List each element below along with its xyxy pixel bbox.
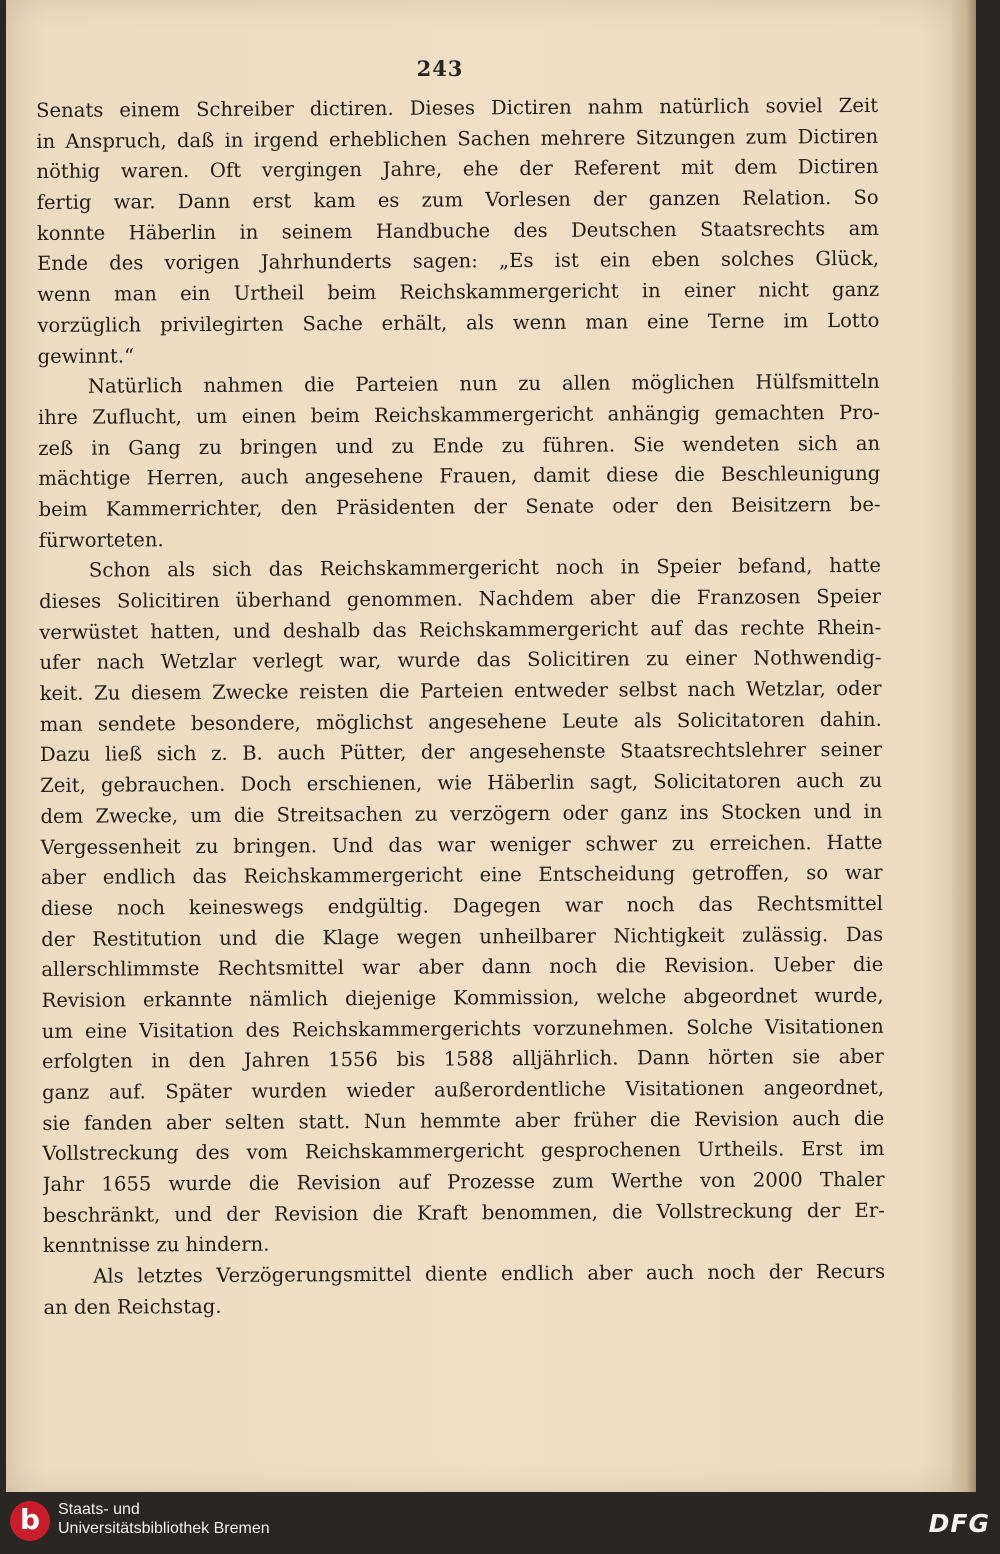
- text-line: Senats einem Schreiber dictiren. Dieses Dictiren nahm natürlich soviel Zeit: [36, 93, 879, 122]
- text-line: keit. Zu diesem Zwecke reisten die Parteien entweder selbst nach Wetzlar, oder: [39, 676, 882, 706]
- text-line: an den Reichstag.: [43, 1294, 222, 1319]
- text-line: verwüstet hatten, und deshalb das Reichskammergericht auf das rechte Rhein-: [39, 615, 882, 644]
- library-name-line-1: Staats- und: [58, 1501, 140, 1518]
- text-line: diese noch keineswegs endgültig. Dagegen war noch das Rechtsmittel: [40, 891, 884, 920]
- page-number: 243: [416, 56, 464, 81]
- text-line: zeß in Gang zu bringen und zu Ende zu führen. Sie wendeten sich an: [38, 431, 881, 460]
- text-line: Revision erkannte nämlich diejenige Kommission, welche abgeordnet wurde,: [41, 983, 884, 1012]
- text-line: kenntnisse zu hindern.: [42, 1233, 270, 1258]
- text-line: konnte Häberlin in seinem Handbuche des Deutschen Staatsrechts am: [36, 216, 879, 245]
- text-line: dem Zwecke, um die Streitsachen zu verzögern oder ganz ins Stocken und in: [40, 799, 883, 828]
- text-line: mächtige Herren, auch angesehene Frauen, damit diese die Beschleunigung: [38, 462, 881, 491]
- text-line: vorzüglich privilegirten Sache erhält, als wenn man eine Terne im Lotto: [37, 308, 880, 337]
- text-line: ganz auf. Später wurden wieder außerordentliche Visitationen angeordnet,: [42, 1075, 885, 1104]
- text-line: aber endlich das Reichskammergericht eine Entscheidung getroffen, so war: [40, 861, 883, 890]
- text-line: fertig war. Dann erst kam es zum Vorlesen der ganzen Relation. So: [36, 185, 879, 215]
- text-line: Vollstreckung des vom Reichskammergericht gesprochenen Urtheils. Erst im: [42, 1137, 885, 1166]
- dfg-logo[interactable]: DFG: [928, 1509, 990, 1538]
- text-line: Ende des vorigen Jahrhunderts sagen: „Es ist ein eben solches Glück,: [36, 247, 880, 276]
- text-line: ihre Zuflucht, um einen beim Reichskammergericht anhängig gemachten Pro-: [37, 400, 881, 429]
- text-line: beschränkt, und der Revision die Kraft benommen, die Vollstreckung der Er-: [42, 1198, 885, 1227]
- text-line: fürworteten.: [38, 527, 164, 552]
- text-line: dieses Solicitiren überhand genommen. Nachdem aber die Franzosen Speier: [39, 584, 882, 613]
- text-line: erfolgten in den Jahren 1556 bis 1588 alljährlich. Dann hörten sie aber: [41, 1045, 884, 1074]
- text-line: in Anspruch, daß in irgend erheblichen Sachen mehrere Sitzungen zum Dictiren: [36, 124, 879, 153]
- text-line: der Restitution und die Klage wegen unheilbarer Nichtigkeit zulässig. Das: [41, 922, 884, 951]
- page-edge: [952, 0, 976, 1492]
- text-line: nöthig waren. Oft vergingen Jahre, ehe der Referent mit dem Dictiren: [36, 155, 879, 184]
- text-line: man sendete besondere, möglichst angesehene Leute als Solicitatoren dahin.: [39, 707, 882, 736]
- library-name-line-2: Universitätsbibliothek Bremen: [58, 1520, 270, 1537]
- text-line: allerschlimmste Rechtsmittel war aber dann noch die Revision. Ueber die: [41, 953, 884, 982]
- paragraph-start: Schon als sich das Reichskammergericht noch in Speier befand, hatte: [88, 554, 881, 582]
- text-line: Dazu ließ sich z. B. auch Pütter, der angesehenste Staatsrechtslehrer seiner: [39, 738, 883, 767]
- text-line: beim Kammerrichter, den Präsidenten der Senate oder den Beisitzern be-: [38, 492, 881, 521]
- text-line: sie fanden aber selten statt. Nun hemmte aber früher die Revision auch die: [42, 1106, 885, 1135]
- text-line: ufer nach Wetzlar verlegt war, wurde das Solicitiren zu einer Nothwendig-: [39, 646, 882, 675]
- text-line: wenn man ein Urtheil beim Reichskammergericht in einer nicht ganz: [37, 277, 880, 307]
- text-line: um eine Visitation des Reichskammergerichts vorzunehmen. Solche Visitationen: [41, 1014, 884, 1043]
- viewer-footer: [0, 1492, 1000, 1554]
- text-line: Vergessenheit zu bringen. Und das war weniger schwer zu erreichen. Hatte: [40, 830, 883, 859]
- page-text: [36, 91, 885, 1324]
- text-line: Zeit, gebrauchen. Doch erschienen, wie Häberlin sagt, Solicitatoren auch zu: [40, 768, 883, 798]
- text-line: Jahr 1655 wurde die Revision auf Prozesse zum Werthe von 2000 Thaler: [42, 1167, 885, 1197]
- library-name: [58, 1500, 270, 1538]
- paragraph-start: Als letztes Verzögerungsmittel diente endlich aber auch noch der Recurs: [93, 1259, 886, 1288]
- library-logo[interactable]: b: [10, 1501, 50, 1541]
- text-line: gewinnt.“: [37, 343, 135, 368]
- book-page: [6, 0, 976, 1492]
- paragraph-start: Natürlich nahmen die Parteien nun zu allen möglichen Hülfsmitteln: [87, 370, 880, 398]
